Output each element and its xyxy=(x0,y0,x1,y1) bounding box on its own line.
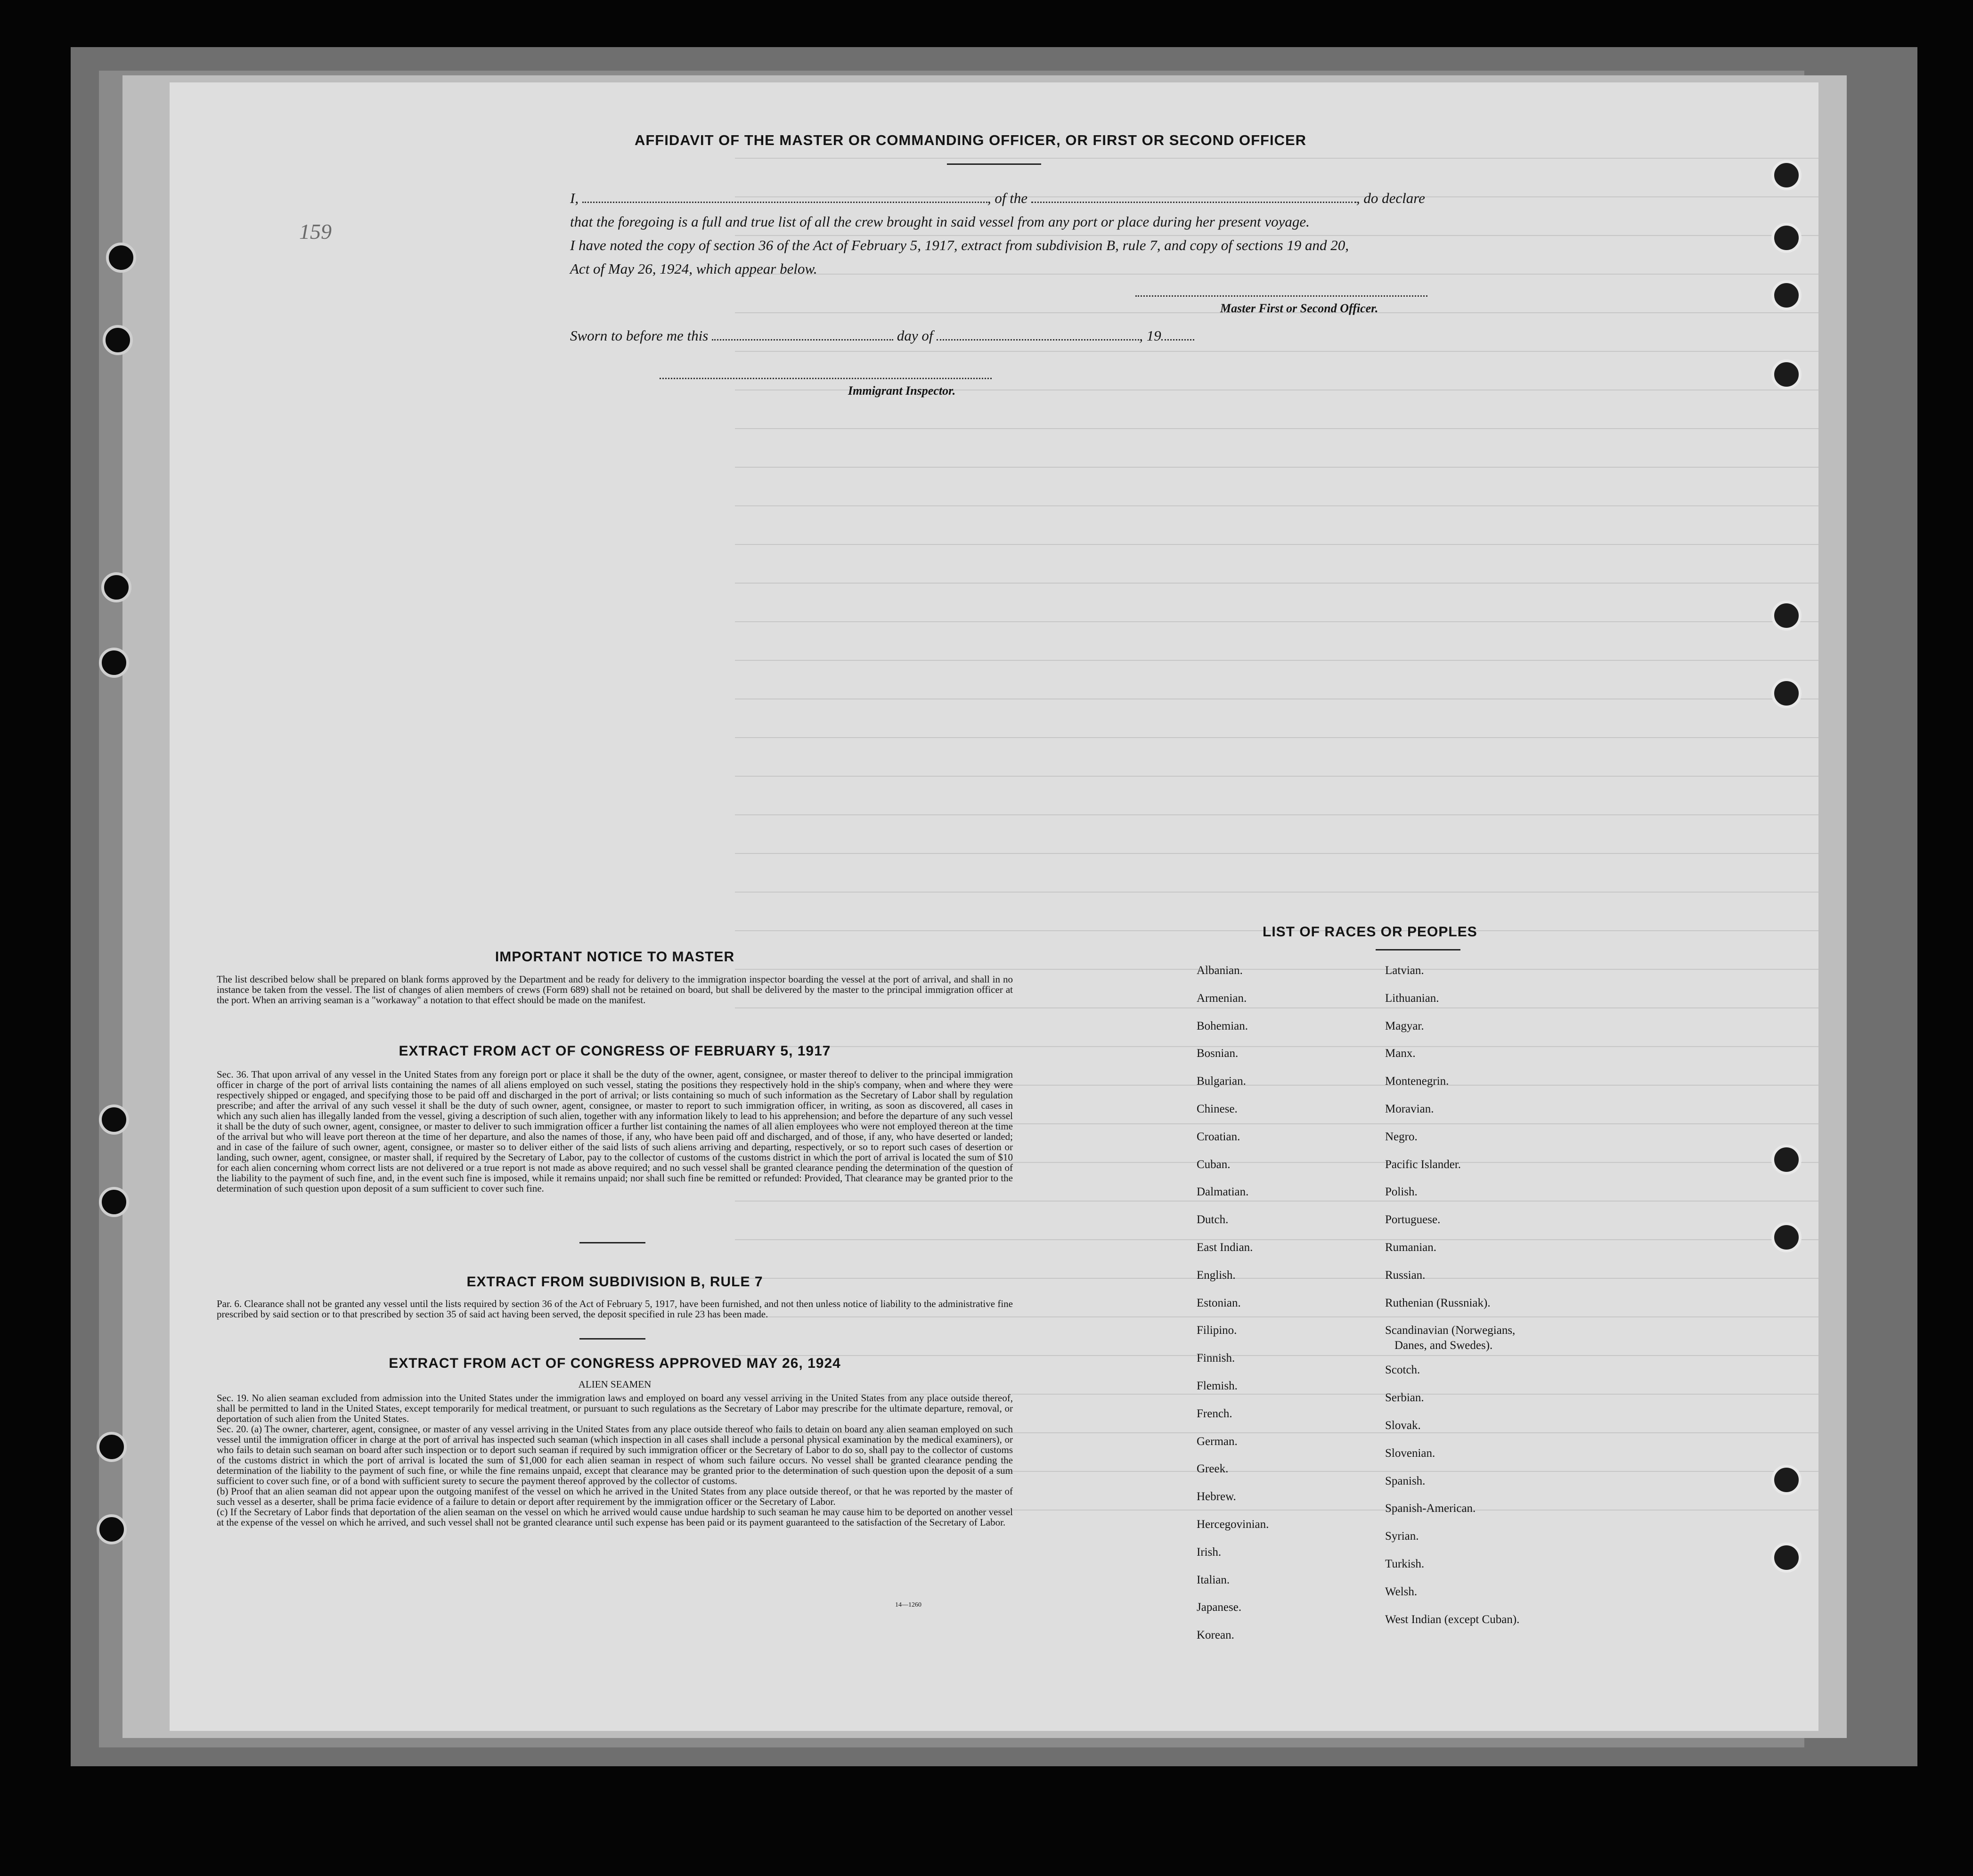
race-item: Estonian. xyxy=(1197,1297,1241,1309)
race-item: Scandinavian (Norwegians, xyxy=(1385,1324,1516,1337)
punch-hole xyxy=(1771,601,1802,631)
master-signature-blank xyxy=(1135,295,1427,297)
sec-20c-text: (c) If the Secretary of Labor finds that deportation of the alien seaman on the vessel on which he arrived would cause undue hardship to such seaman he may cause him to be deported on another vessel at the expense of the vessel on which he arrived, and such vessel shall not be granted clearance until such expense has been paid or its payment guaranteed to the satisfaction of the Secretary of Labor. xyxy=(217,1506,1013,1528)
sworn-year-blank xyxy=(1161,328,1194,341)
race-item: Bosnian. xyxy=(1197,1047,1239,1060)
form-number: 14—1260 xyxy=(895,1601,921,1608)
punch-hole xyxy=(1771,1222,1802,1252)
punch-hole xyxy=(1771,678,1802,708)
race-item: Welsh. xyxy=(1385,1585,1418,1598)
race-item: East Indian. xyxy=(1197,1241,1253,1254)
race-item: West Indian (except Cuban). xyxy=(1385,1613,1520,1626)
race-item: Dalmatian. xyxy=(1197,1186,1249,1198)
race-item: Japanese. xyxy=(1197,1601,1242,1614)
sec-20b-text: (b) Proof that an alien seaman did not appear upon the outgoing manifest of the vessel on which he arrived in the United States from any place outside thereof, or that he was reported by the master of such vessel as a deserter, shall be prima facie evidence of a failure to detain or deport after requirement by the immigration officer or the Secretary of Labor. xyxy=(217,1486,1013,1507)
race-item: Albanian. xyxy=(1197,964,1243,977)
race-item: French. xyxy=(1197,1407,1232,1420)
race-item: Chinese. xyxy=(1197,1103,1238,1115)
race-item: Croatian. xyxy=(1197,1130,1240,1143)
race-item: Bulgarian. xyxy=(1197,1075,1246,1088)
race-item: Danes, and Swedes). xyxy=(1394,1339,1493,1352)
race-item: Scotch. xyxy=(1385,1364,1420,1376)
vessel-blank xyxy=(1031,190,1356,203)
race-item: Dutch. xyxy=(1197,1213,1229,1226)
race-item: Rumanian. xyxy=(1385,1241,1437,1254)
binder-hole xyxy=(97,1432,127,1462)
affidavit-line-3: I have noted the copy of section 36 of the Act of February 5, 1917, extract from subdivision B, rule 7, and copy of sections 19 and 20, xyxy=(570,237,1349,253)
extract-1917-body: Sec. 36. That upon arrival of any vessel in the United States from any foreign port or place it shall be the duty of the owner, agent, consignee, or master thereof to deliver to the principal immigration officer in charge of the port of arrival lists containing the names of all aliens employed on such vessel, stating the positions they respectively hold in the ship's company, when and where they were respectively shipped or engaged, and specifying those to be paid off and discharged in the port of arrival; or lists containing so much of such information as the Secretary of Labor shall by regulation prescribe; and after the arrival of any such vessel it shall be the duty of such owner, agent, consignee, or master to report to such immigration officer, in writing, as soon as discovered, all cases in which any such alien has illegally landed from the vessel, giving a description of such alien, together with any information likely to lead to his apprehension; and before the departure of any such vessel it shall be the duty of such owner, agent, consignee, or master to deliver to such immigration officer a further list containing the names of all alien employees who were not employed thereon at the time of the arrival but who will leave port thereon at the time of her departure, and also the names of those, if any, who have been paid off and discharged, and of those, if any, who have deserted or landed; and in case of the failure of such owner, agent, consignee, or master so to deliver either of the said lists of such aliens arriving and departing, respectively, or so to report such cases of desertion or landing, such owner, agent, consignee, or master shall, if required by the Secretary of Labor, pay to the collector of customs of the customs district in which the port of arrival is located the sum of $10 for each alien concerning whom correct lists are not delivered or a true report is not made as above required; and no such vessel shall be granted clearance pending the determination of the question of the liability to the payment of such fine, and, in the event such fine is imposed, while it remains unpaid; nor shall such fine be remitted or refunded: Provided, That clearance may be granted prior to the determination of such question upon deposit of a sum sufficient to cover such fine. xyxy=(217,1069,1013,1194)
race-item: Montenegrin. xyxy=(1385,1075,1449,1088)
punch-hole xyxy=(1771,359,1802,390)
alien-seamen-subtitle: ALIEN SEAMEN xyxy=(578,1379,652,1390)
race-item: Armenian. xyxy=(1197,992,1247,1005)
stamped-page-number: 159 xyxy=(299,219,332,244)
binder-hole xyxy=(99,1187,129,1217)
sworn-month-blank xyxy=(937,328,1139,341)
race-item: Finnish. xyxy=(1197,1352,1235,1364)
name-blank xyxy=(582,190,987,203)
affidavit-line-1 xyxy=(570,190,1425,207)
race-item: Spanish. xyxy=(1385,1475,1426,1487)
subdivision-b-body: Par. 6. Clearance shall not be granted any vessel until the lists required by section 36 of the Act of February 5, 1917, have been furnished, and not then unless notice of liability to the administrative fine prescribed by said section or to that prescribed by section 35 of said act having been served, the deposit specified in rule 23 has been made. xyxy=(217,1298,1013,1320)
sworn-date-blank xyxy=(712,328,893,341)
punch-hole xyxy=(1771,223,1802,253)
subdivision-b-heading: EXTRACT FROM SUBDIVISION B, RULE 7 xyxy=(466,1274,763,1290)
sec-19-text: Sec. 19. No alien seaman excluded from admission into the United States under the immigration laws and employed on board any vessel arriving in the United States from any place outside thereof, shall be permitted to land in the United States, except temporarily for medical treatment, or pursuant to such regulations as the Secretary of Labor may prescribe for the ultimate departure, removal, or deportation of such alien from the United States. xyxy=(217,1392,1013,1424)
punch-hole xyxy=(1771,1145,1802,1175)
binder-hole xyxy=(101,572,131,602)
notice-body: The list described below shall be prepared on blank forms approved by the Department and be ready for delivery to the immigration inspector boarding the vessel at the port of arrival, and shall in no instance be taken from the vessel. The list of changes of alien members of crews (Form 689) shall not be retained on board, but shall be delivered by the master to the principal immigration officer at the port. When an arriving seaman is a "workaway" a notation to that effect should be made on the manifest. xyxy=(217,974,1013,1006)
sworn-year-text: , 19 xyxy=(1139,327,1161,344)
affidavit-i-text: I, xyxy=(570,190,579,206)
affidavit-of-text: , of the xyxy=(987,190,1028,206)
section-divider xyxy=(579,1338,645,1340)
race-item: Slovak. xyxy=(1385,1419,1421,1432)
race-item: Russian. xyxy=(1385,1269,1426,1282)
races-heading: LIST OF RACES OR PEOPLES xyxy=(1263,924,1477,940)
race-item: Hebrew. xyxy=(1197,1490,1236,1503)
affidavit-title: AFFIDAVIT OF THE MASTER OR COMMANDING OFFICER, OR FIRST OR SECOND OFFICER xyxy=(634,132,1307,148)
inspector-signature-blank xyxy=(660,378,992,379)
binder-hole xyxy=(99,648,129,678)
race-item: Flemish. xyxy=(1197,1380,1238,1392)
race-item: Moravian. xyxy=(1385,1103,1434,1115)
race-item: Negro. xyxy=(1385,1130,1418,1143)
race-item: Irish. xyxy=(1197,1546,1222,1559)
affidavit-line-2: that the foregoing is a full and true list of all the crew brought in said vessel from any port or place during her present voyage. xyxy=(570,213,1310,230)
manifest-sheet xyxy=(170,82,1818,1731)
punch-hole xyxy=(1771,160,1802,190)
sec-20a-text: Sec. 20. (a) The owner, charterer, agent, consignee, or master of any vessel arriving in the United States from any place outside thereof who fails to detain on board any alien seaman employed on such vessel until the immigration officer in charge at the port of arrival has inspected such seaman (which inspection in all cases shall include a personal physical examination by the medical examiners), or who fails to detain such seaman on board after such inspection or to deport such seaman if required by such immigration officer or the Secretary of Labor to do so, shall pay to the collector of customs of the customs district in which the port of arrival is located the sum of $1,000 for each alien seaman in respect of whom such failure occurs. No vessel shall be granted clearance pending the determination of the liability to the payment of such fine, or while the fine remains unpaid, except that clearance may be granted prior to the determination of such question upon the deposit of a sum sufficient to cover such fine, or of a bond with sufficient surety to secure the payment thereof approved by the collector of customs. xyxy=(217,1423,1013,1486)
race-item: Spanish-American. xyxy=(1385,1502,1476,1515)
title-underline xyxy=(947,163,1041,165)
sworn-prefix: Sworn to before me this xyxy=(570,327,709,344)
race-item: Slovenian. xyxy=(1385,1447,1435,1460)
notice-heading: IMPORTANT NOTICE TO MASTER xyxy=(495,949,735,965)
race-item: Polish. xyxy=(1385,1186,1418,1198)
extract-1917-heading: EXTRACT FROM ACT OF CONGRESS OF FEBRUARY 5, 1917 xyxy=(399,1043,831,1059)
race-item: Pacific Islander. xyxy=(1385,1158,1461,1171)
race-item: Hercegovinian. xyxy=(1197,1518,1269,1531)
race-item: Ruthenian (Russniak). xyxy=(1385,1297,1491,1309)
race-item: Greek. xyxy=(1197,1462,1229,1475)
race-item: Turkish. xyxy=(1385,1558,1425,1570)
race-item: Syrian. xyxy=(1385,1530,1419,1543)
race-item: Lithuanian. xyxy=(1385,992,1439,1005)
race-item: Italian. xyxy=(1197,1574,1230,1586)
section-divider xyxy=(579,1242,645,1243)
binder-hole xyxy=(99,1104,129,1135)
races-heading-underline xyxy=(1376,949,1460,950)
binder-hole xyxy=(97,1514,127,1544)
extract-1924-body xyxy=(217,1393,1013,1527)
affidavit-declare-text: , do declare xyxy=(1356,190,1425,206)
master-signature-label: Master First or Second Officer. xyxy=(1220,301,1378,315)
punch-hole xyxy=(1771,280,1802,310)
race-item: Bohemian. xyxy=(1197,1020,1248,1032)
race-item: Manx. xyxy=(1385,1047,1416,1060)
punch-hole xyxy=(1771,1543,1802,1573)
race-item: Cuban. xyxy=(1197,1158,1231,1171)
sworn-day-text: day of xyxy=(897,327,933,344)
sworn-line xyxy=(570,327,1194,344)
inspector-signature-label: Immigrant Inspector. xyxy=(848,384,956,398)
extract-1924-heading: EXTRACT FROM ACT OF CONGRESS APPROVED MAY 26, 1924 xyxy=(389,1356,841,1371)
binder-hole xyxy=(106,243,136,273)
race-item: German. xyxy=(1197,1435,1238,1448)
punch-hole xyxy=(1771,1465,1802,1495)
race-item: Latvian. xyxy=(1385,964,1424,977)
race-item: Filipino. xyxy=(1197,1324,1237,1337)
race-item: Korean. xyxy=(1197,1629,1234,1641)
affidavit-line-4: Act of May 26, 1924, which appear below. xyxy=(570,260,817,277)
race-item: Serbian. xyxy=(1385,1391,1424,1404)
binder-hole xyxy=(103,325,133,355)
race-item: Portuguese. xyxy=(1385,1213,1441,1226)
race-item: Magyar. xyxy=(1385,1020,1424,1032)
race-item: English. xyxy=(1197,1269,1236,1282)
